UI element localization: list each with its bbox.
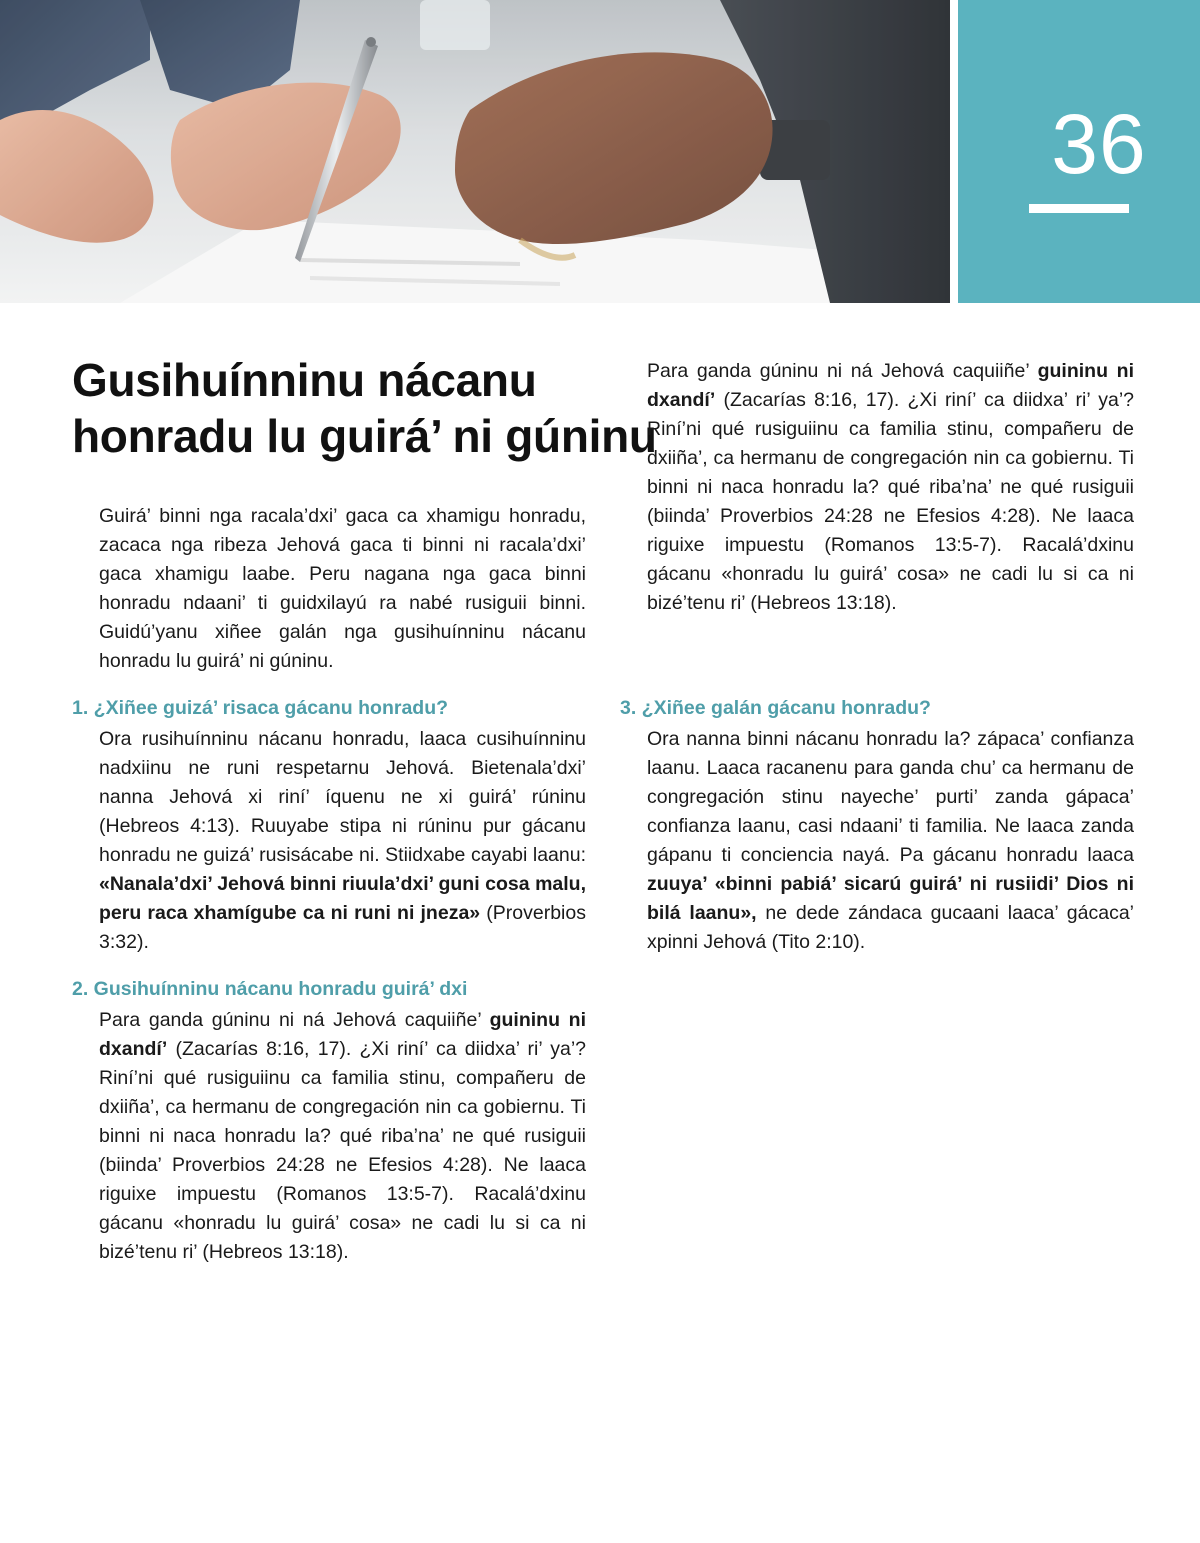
section-1-text-b: (Proverbios 3:32). <box>99 902 586 953</box>
section-2-heading: 2. Gusihuínninu nácanu honradu guirá’ dxi <box>72 978 468 1000</box>
section-2-text-a: Para ganda gúninu ni ná Jehová caquiiñe’ <box>99 1009 490 1031</box>
right-column <box>620 360 1135 957</box>
section-2-cont-text-b: (Zacarías 8:16, 17). ¿Xi riní’ ca diidxa’ ri’ ya’? Riní’ni qué rusiguiinu ca familia stinu, compañeru de dxiiña’, ca hermanu de congregación nin ca gobiernu. Ti binni ni naca honradu la? qué riba’na’ ne qué rusiguii (biinda’ Proverbios 24:28 ne Efesios 4:28). Ne laaca riguixe impuestu (Romanos 13:5-7). Racalá’dxinu gácanu «honradu lu guirá’ cosa» ne cadi lu si ca ni bizé’tenu ri’ (Hebreos 13:18). <box>647 389 1134 614</box>
section-2-paragraph-continued <box>620 357 1134 618</box>
intro-paragraph: Guirá’ binni nga racala’dxi’ gaca ca xhamigu honradu, zacaca nga ribeza Jehová gaca ti binni ni racala’dxi’ gaca xhamigu laabe. Peru nagana nga gaca binni honradu ndaani’ ti guidxilayú ra nabé rusiguii binni. Guidú’yanu xiñee galán nga gusihuínninu nácanu honradu lu guirá’ ni gúninu. <box>99 505 586 672</box>
hero-image <box>0 0 950 303</box>
lesson-number-badge <box>958 0 1200 303</box>
section-3-bold: zuuya’ «binni pabiá’ sicarú guirá’ ni rusiidi’ Dios ni bilá laanu», <box>647 873 1134 924</box>
section-2-cont-bold: guininu ni dxandí’ <box>647 360 1134 411</box>
handshake-signing-illustration <box>0 0 950 303</box>
section-3-paragraph <box>620 725 1134 957</box>
section-3-text-b: ne dede zándaca gucaani laaca’ gácaca’ xpinni Jehová (Tito 2:10). <box>647 902 1135 953</box>
section-1-text-a: Ora rusihuínninu nácanu honradu, laaca cusihuínninu nadxiinu ne runi respetarnu Jehová. Bietenala’dxi’ nanna Jehová xi riní’ íquenu ne xi guirá’ rúninu (Hebreos 4:13). Ruuyabe stipa ni rúninu pur gácanu honradu ne guizá’ rusisácabe ni. Stiidxabe cayabi laanu: <box>99 728 586 866</box>
badge-underline <box>1029 204 1129 213</box>
title-line-2: honradu lu guirá’ ni gúninu <box>72 410 657 462</box>
section-2-paragraph <box>72 1006 586 1263</box>
section-3-heading: 3. ¿Xiñee galán gácanu honradu? <box>620 697 931 719</box>
section-1-paragraph <box>72 725 586 957</box>
section-2-text-b: (Zacarías 8:16, 17). ¿Xi riní’ ca diidxa’ ri’ ya’? Riní’ni qué rusiguiinu ca familia stinu, compañeru de dxiiña’, ca hermanu de congregación nin ca gobiernu. Ti binni ni naca honradu la? qué riba’na’ ne qué rusiguii (biinda’ Proverbios 24:28 ne Efesios 4:28). Ne laaca riguixe impuestu (Romanos 13:5-7). Racalá’dxinu gácanu «honradu lu guirá’ cosa» ne cadi lu si ca ni bizé’tenu ri’ (Hebreos 13:18). <box>99 1038 586 1263</box>
section-3-text-a: Ora nanna binni nácanu honradu la? zápaca’ confianza laanu. Laaca racanenu para ganda chu’ ca hermanu de congregación stinu nayeche’ purti’ zanda gápaca’ confianza laanu, casi ndaani’ ti familia. Ne laaca zanda gápanu ti conciencia nayá. Pa gácanu honradu laaca <box>647 728 1134 866</box>
section-2-cont-text-a: Para ganda gúninu ni ná Jehová caquiiñe’ <box>647 360 1038 382</box>
section-1-bold: «Nanala’dxi’ Jehová binni riuula’dxi’ guni cosa malu, peru raca xhamígube ca ni runi ni jneza» <box>99 873 586 924</box>
left-column <box>72 502 586 1263</box>
section-1-heading: 1. ¿Xiñee guizá’ risaca gácanu honradu? <box>72 697 449 719</box>
lesson-number: 36 <box>1051 97 1147 191</box>
title-line-1: Gusihuínninu nácanu <box>72 354 537 406</box>
section-2-continuation <box>620 360 1134 676</box>
section-2-bold: guininu ni dxandí’ <box>99 1009 586 1060</box>
